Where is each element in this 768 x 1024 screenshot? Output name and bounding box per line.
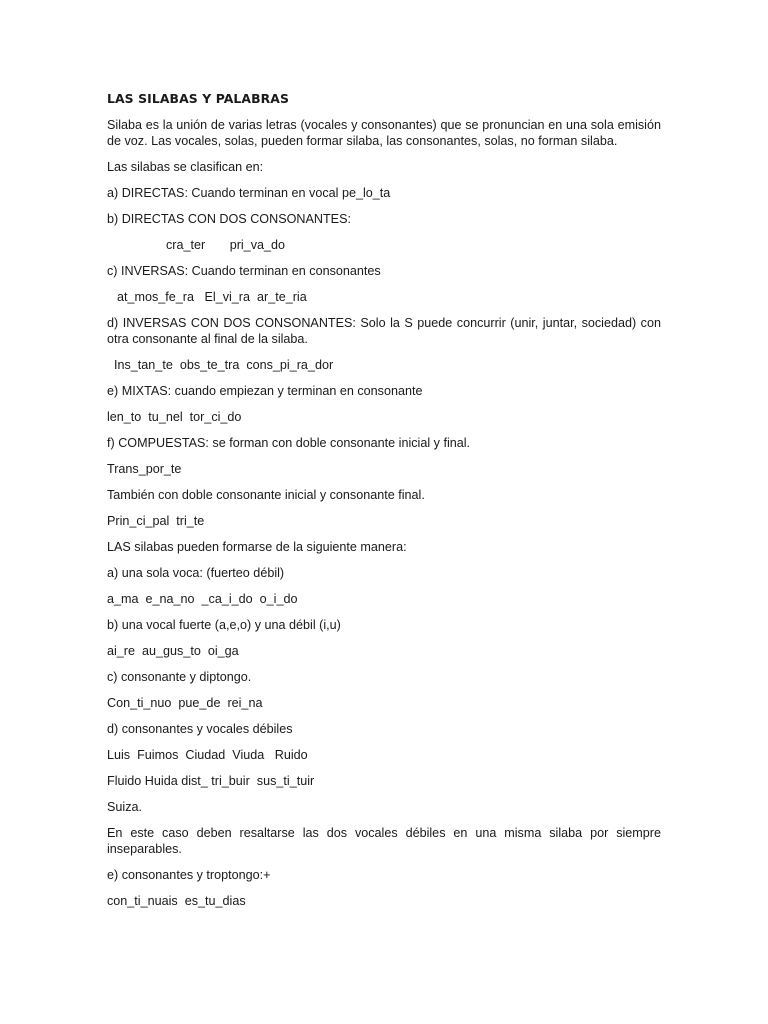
- example-tambien: Prin_ci_pal tri_te: [107, 514, 205, 528]
- example-troptongo: con_ti_nuais es_tu_dias: [107, 894, 246, 908]
- paragraph-troptongo: e) consonantes y troptongo:+: [107, 868, 271, 882]
- example-consonante-diptongo: Con_ti_nuo pue_de rei_na: [107, 696, 263, 710]
- paragraph-consonantes-vocales-debiles: d) consonantes y vocales débiles: [107, 722, 293, 736]
- paragraph-definition: Silaba es la unión de varias letras (vocales y consonantes) que se pronuncian en una sola emisión de voz. Las vocales, solas, pueden formar silaba, las consonantes, solas, no forman silaba.: [107, 118, 661, 148]
- paragraph-compuestas: f) COMPUESTAS: se forman con doble consonante inicial y final.: [107, 436, 471, 450]
- example-vocales-debiles-1: Luis Fuimos Ciudad Viuda Ruido: [107, 748, 308, 762]
- document-title: LAS SILABAS Y PALABRAS: [107, 91, 290, 106]
- example-inversas: at_mos_fe_ra El_vi_ra ar_te_ria: [117, 290, 307, 304]
- paragraph-una-sola-vocal: a) una sola voca: (fuerteo débil): [107, 566, 285, 580]
- example-mixtas: len_to tu_nel tor_ci_do: [107, 410, 242, 424]
- document-body: [107, 91, 661, 919]
- example-una-sola-vocal: a_ma e_na_no _ca_i_do o_i_do: [107, 592, 298, 606]
- paragraph-tambien: También con doble consonante inicial y consonante final.: [107, 488, 425, 502]
- paragraph-inversas-dos-consonantes: d) INVERSAS CON DOS CONSONANTES: Solo la S puede concurrir (unir, juntar, sociedad) con otra consonante al final de la silaba.: [107, 316, 661, 346]
- paragraph-mixtas: e) MIXTAS: cuando empiezan y terminan en consonante: [107, 384, 423, 398]
- paragraph-inversas: c) INVERSAS: Cuando terminan en consonantes: [107, 264, 381, 278]
- paragraph-classification-intro: Las silabas se clasifican en:: [107, 160, 264, 174]
- paragraph-directas: a) DIRECTAS: Cuando terminan en vocal pe_lo_ta: [107, 186, 391, 200]
- example-vocal-fuerte-debil: ai_re au_gus_to oi_ga: [107, 644, 239, 658]
- example-inversas-dos-consonantes: Ins_tan_te obs_te_tra cons_pi_ra_dor: [114, 358, 334, 372]
- paragraph-formacion-intro: LAS silabas pueden formarse de la siguiente manera:: [107, 540, 407, 554]
- paragraph-directas-dos-consonantes: b) DIRECTAS CON DOS CONSONANTES:: [107, 212, 351, 226]
- example-compuestas: Trans_por_te: [107, 462, 182, 476]
- example-directas-dos-consonantes: cra_ter pri_va_do: [166, 238, 286, 252]
- paragraph-consonante-diptongo: c) consonante y diptongo.: [107, 670, 252, 684]
- paragraph-vocal-fuerte-debil: b) una vocal fuerte (a,e,o) y una débil (i,u): [107, 618, 341, 632]
- example-vocales-debiles-3: Suiza.: [107, 800, 143, 814]
- example-vocales-debiles-2: Fluido Huida dist_ tri_buir sus_ti_tuir: [107, 774, 315, 788]
- paragraph-resaltar-vocales: En este caso deben resaltarse las dos vocales débiles en una misma silaba por siempre inseparables.: [107, 826, 661, 856]
